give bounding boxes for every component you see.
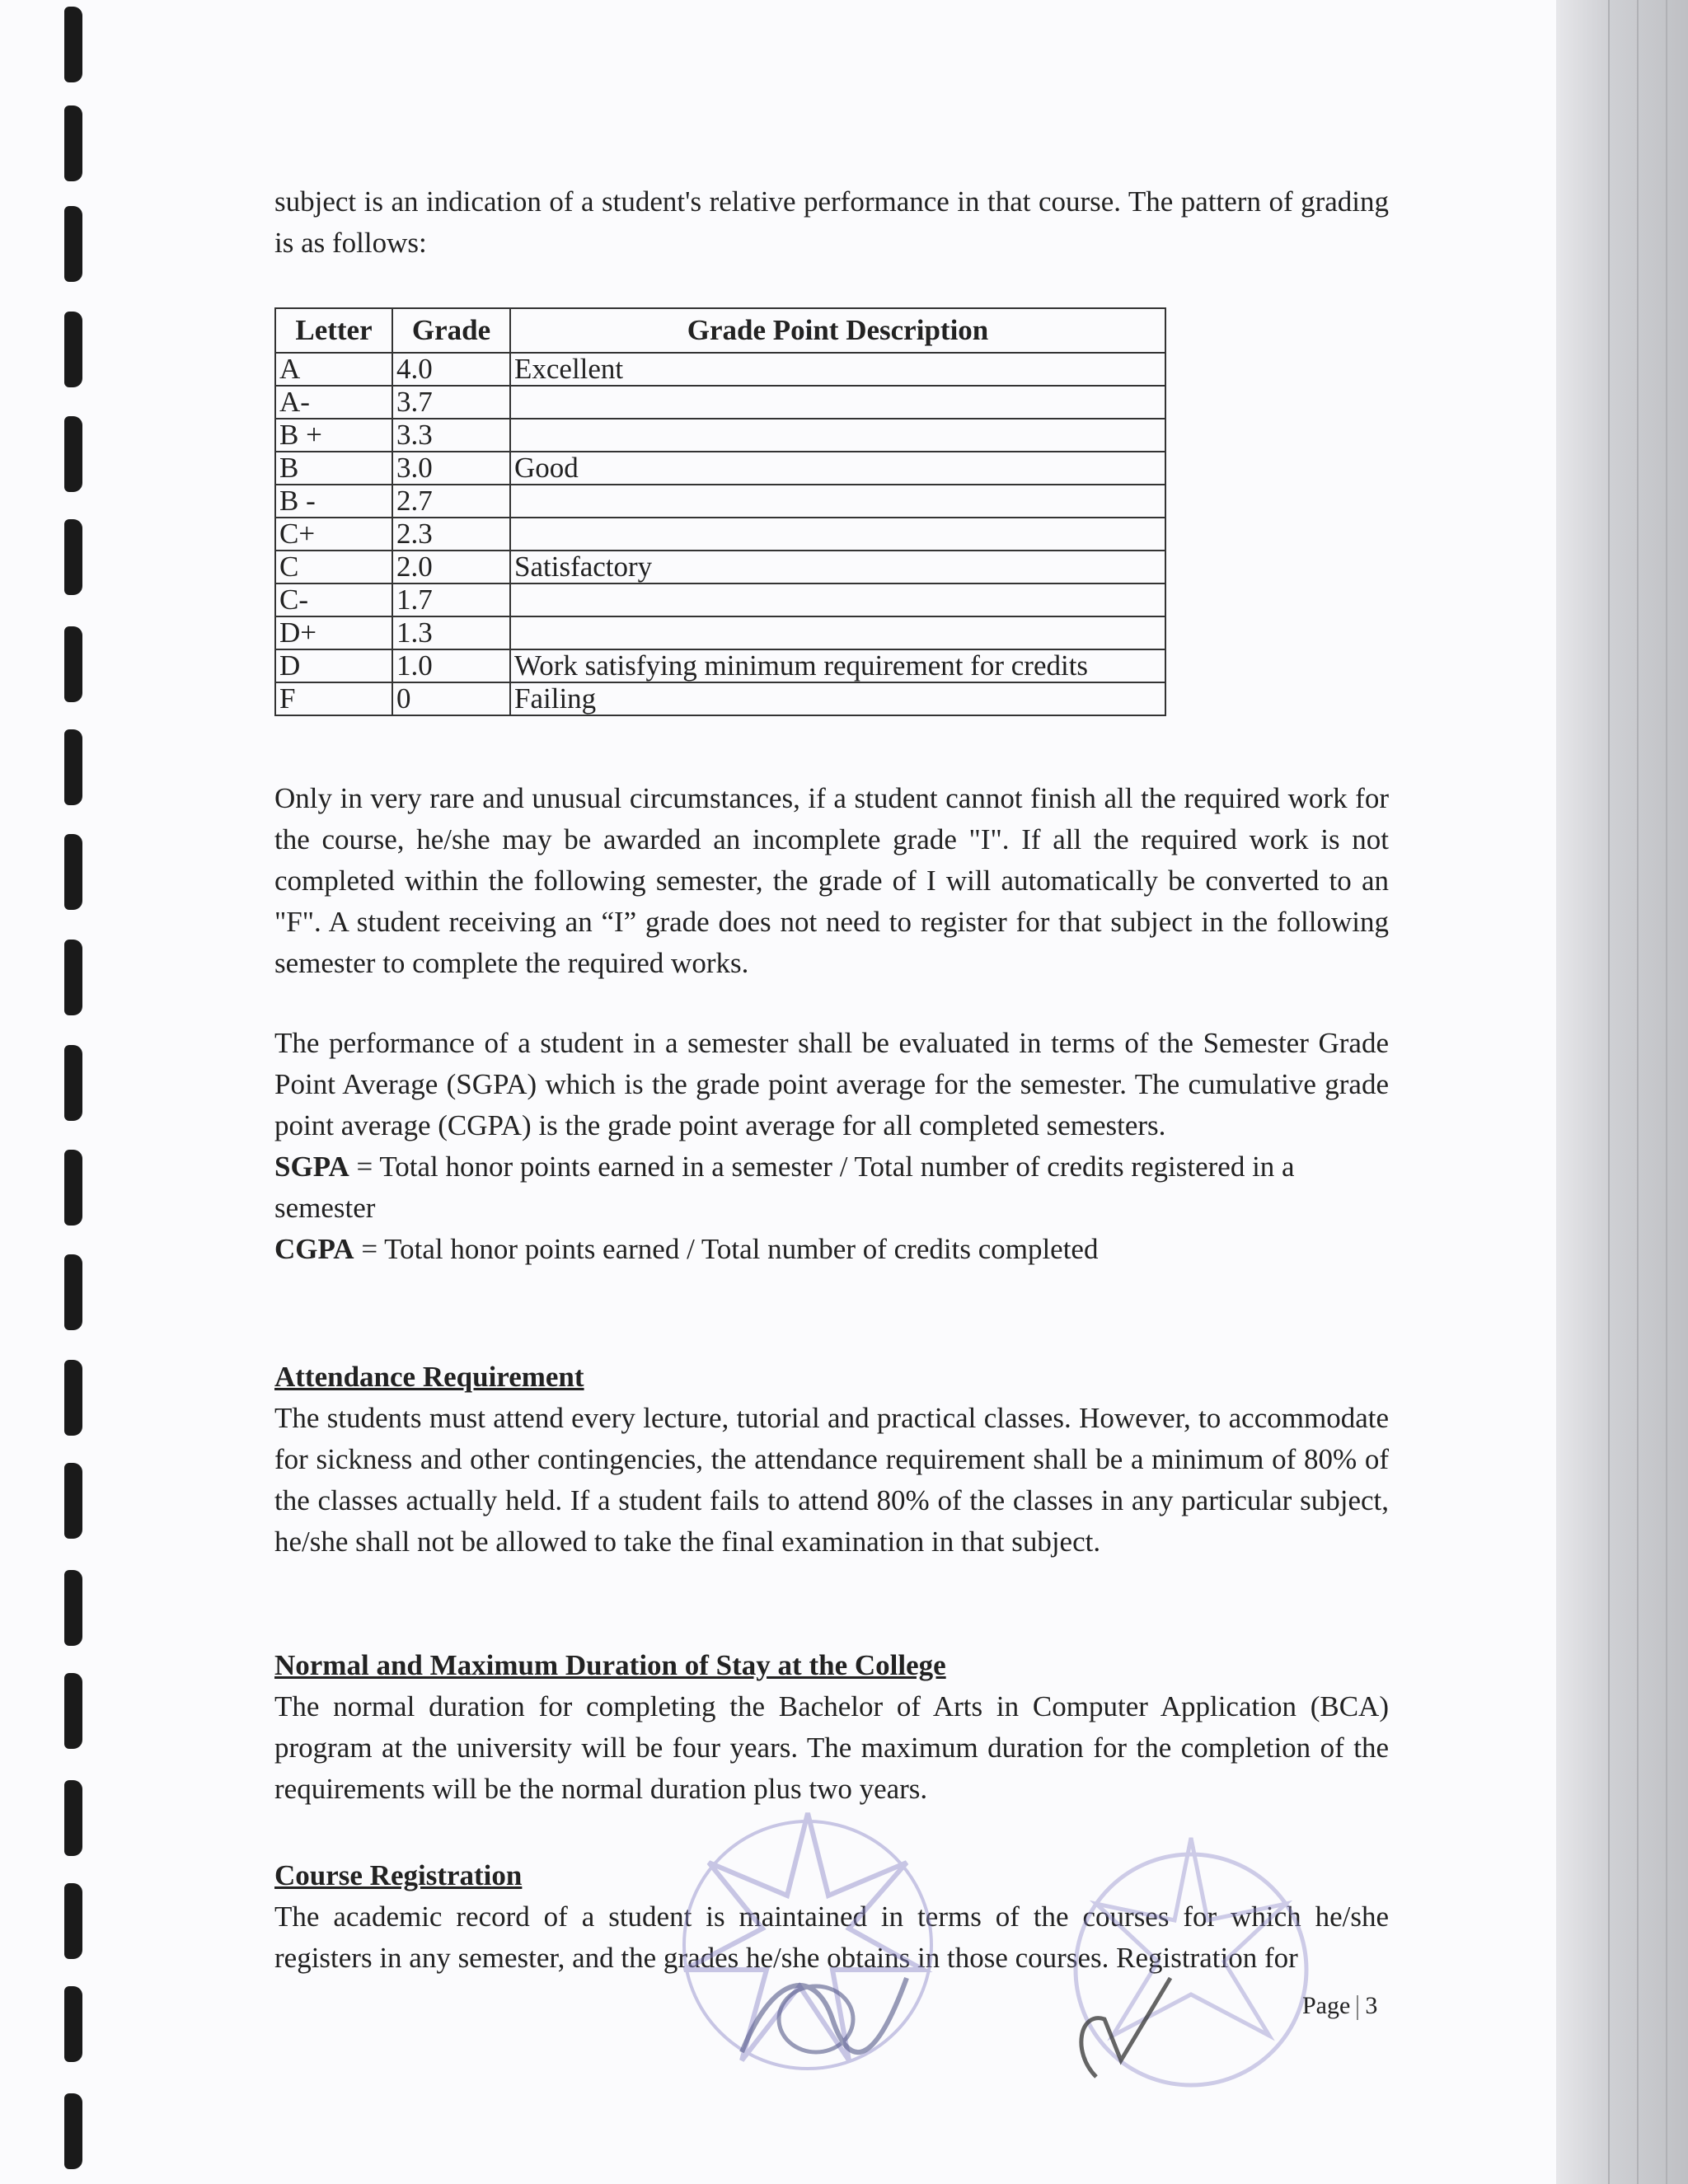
cell-letter: A-	[275, 386, 392, 419]
table-row	[275, 518, 1165, 551]
binding-ring	[64, 1673, 82, 1749]
signature-mark	[1063, 1953, 1228, 2085]
binding-ring	[64, 312, 82, 387]
table-row	[275, 616, 1165, 649]
header-description: Grade Point Description	[510, 308, 1165, 353]
spiral-binding	[0, 0, 91, 2184]
page-number-value: 3	[1365, 1992, 1378, 2019]
cell-letter: C-	[275, 583, 392, 616]
cell-letter: D+	[275, 616, 392, 649]
cgpa-label: CGPA	[274, 1233, 354, 1265]
binding-ring	[64, 7, 82, 82]
cell-description: Good	[510, 452, 1165, 485]
registration-paragraph: The academic record of a student is maintained in terms of the courses for which he/she registers in any semester, and the grades he/she obtains in those courses. Registration for	[274, 1900, 1389, 1974]
duration-paragraph: The normal duration for completing the Bachelor of Arts in Computer Application (BCA) program at the university will be four years. The maximum duration for the completion of the requirements will be the normal duration plus two years.	[274, 1690, 1389, 1805]
cgpa-text: = Total honor points earned / Total number of credits completed	[354, 1233, 1099, 1265]
binding-ring	[64, 2093, 82, 2169]
binding-ring	[64, 1045, 82, 1121]
cell-grade: 0	[392, 682, 510, 715]
header-grade: Grade	[392, 308, 510, 353]
cell-letter: B +	[275, 419, 392, 452]
registration-heading: Course Registration	[274, 1859, 523, 1891]
binding-ring	[64, 1463, 82, 1539]
attendance-heading: Attendance Requirement	[274, 1361, 584, 1393]
binding-ring	[64, 1570, 82, 1646]
page-label: Page	[1302, 1992, 1351, 2019]
cell-grade: 3.3	[392, 419, 510, 452]
cell-letter: B	[275, 452, 392, 485]
incomplete-grade-paragraph: Only in very rare and unusual circumstances, if a student cannot finish all the required work for the course, he/she may be awarded an incomplete grade "I". If all the required work is not completed within the following semester, the grade of I will automatically be converted to an "F". A student receiving an “I” grade does not need to register for that subject in the following semester to complete the required works.	[274, 782, 1389, 979]
table-row	[275, 386, 1165, 419]
cell-letter: A	[275, 353, 392, 386]
table-row	[275, 353, 1165, 386]
cell-letter: D	[275, 649, 392, 682]
header-letter: Letter	[275, 308, 392, 353]
cell-description	[510, 485, 1165, 518]
page-separator	[1357, 1995, 1358, 2020]
cell-description	[510, 518, 1165, 551]
table-row	[275, 452, 1165, 485]
cell-grade: 2.0	[392, 551, 510, 583]
binding-ring	[64, 416, 82, 492]
cell-description	[510, 386, 1165, 419]
page-edge-line	[1666, 0, 1667, 2184]
intro-paragraph-block	[274, 181, 1389, 264]
grading-table	[274, 307, 1166, 716]
cell-grade: 2.7	[392, 485, 510, 518]
cell-grade: 1.7	[392, 583, 510, 616]
table-row	[275, 551, 1165, 583]
cell-grade: 2.3	[392, 518, 510, 551]
cell-description	[510, 419, 1165, 452]
binding-ring	[64, 626, 82, 702]
binding-ring	[64, 729, 82, 805]
table-header-row	[275, 308, 1165, 353]
performance-block	[274, 1023, 1389, 1270]
binding-ring	[64, 1780, 82, 1856]
cell-letter: B -	[275, 485, 392, 518]
cgpa-formula	[274, 1229, 1389, 1270]
table-row	[275, 485, 1165, 518]
cell-letter: C+	[275, 518, 392, 551]
binding-ring	[64, 834, 82, 910]
cell-grade: 3.0	[392, 452, 510, 485]
sgpa-label: SGPA	[274, 1151, 349, 1183]
intro-paragraph: subject is an indication of a student's relative performance in that course. The pattern of grading is as follows:	[274, 185, 1389, 259]
table-row	[275, 649, 1165, 682]
binding-ring	[64, 1254, 82, 1330]
cell-grade: 1.3	[392, 616, 510, 649]
binding-ring	[64, 1150, 82, 1226]
page-edge-line	[1637, 0, 1639, 2184]
attendance-section	[274, 1357, 1389, 1563]
duration-section	[274, 1645, 1389, 1810]
binding-ring	[64, 105, 82, 181]
cell-description: Work satisfying minimum requirement for credits	[510, 649, 1165, 682]
binding-ring	[64, 1360, 82, 1436]
sgpa-text: = Total honor points earned in a semester / Total number of credits registered in a semester	[274, 1151, 1295, 1224]
incomplete-grade-block	[274, 778, 1389, 984]
page-edge-stack	[1556, 0, 1688, 2184]
page-edge-line	[1608, 0, 1610, 2184]
table-row	[275, 682, 1165, 715]
attendance-paragraph: The students must attend every lecture, tutorial and practical classes. However, to accommodate for sickness and other contingencies, the attendance requirement shall be a minimum of 80% of the classes actually held. If a student fails to attend 80% of the classes in any particular subject, he/she shall not be allowed to take the final examination in that subject.	[274, 1402, 1389, 1558]
page-number	[1302, 1992, 1377, 2020]
table-row	[275, 419, 1165, 452]
binding-ring	[64, 1986, 82, 2062]
table-row	[275, 583, 1165, 616]
cell-description: Excellent	[510, 353, 1165, 386]
duration-heading: Normal and Maximum Duration of Stay at the College	[274, 1649, 946, 1681]
cell-grade: 1.0	[392, 649, 510, 682]
binding-ring	[64, 519, 82, 595]
cell-letter: C	[275, 551, 392, 583]
binding-ring	[64, 940, 82, 1015]
binding-ring	[64, 206, 82, 282]
binding-ring	[64, 1883, 82, 1959]
cell-description: Failing	[510, 682, 1165, 715]
sgpa-formula	[274, 1146, 1389, 1229]
performance-paragraph: The performance of a student in a semester shall be evaluated in terms of the Semester Grade Point Average (SGPA) which is the grade point average for the semester. The cumulative grade point average (CGPA) is the grade point average for all completed semesters.	[274, 1027, 1389, 1141]
cell-description	[510, 583, 1165, 616]
cell-description	[510, 616, 1165, 649]
cell-letter: F	[275, 682, 392, 715]
signature-mark	[725, 1953, 923, 2085]
cell-grade: 3.7	[392, 386, 510, 419]
cell-description: Satisfactory	[510, 551, 1165, 583]
cell-grade: 4.0	[392, 353, 510, 386]
